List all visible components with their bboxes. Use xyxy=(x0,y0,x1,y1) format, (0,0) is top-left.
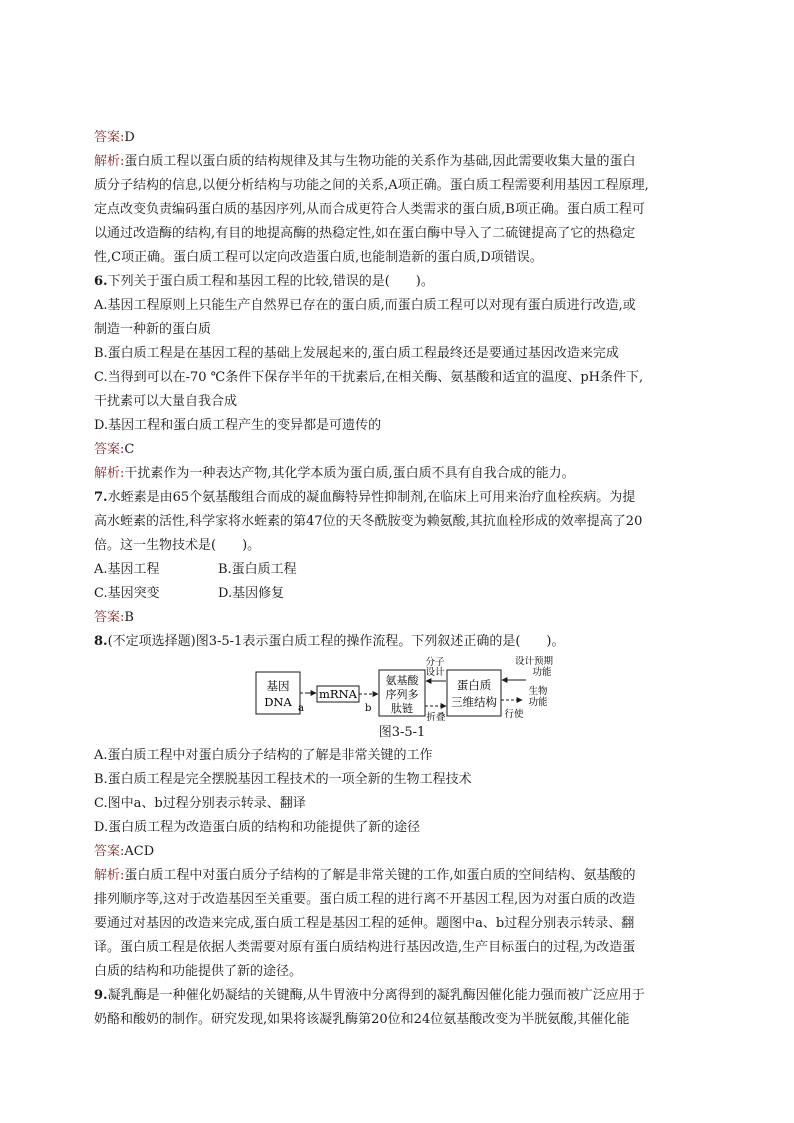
q7-options-row-1 xyxy=(94,558,710,582)
label-design-1: 分子 xyxy=(425,657,445,668)
label-act: 行使 xyxy=(504,709,524,720)
box-aa-text-1: 氨基酸 xyxy=(385,674,419,687)
q8-analysis-line-5: 白质的结构和功能提供了新的途径。 xyxy=(94,964,303,979)
q8-answer: 答案:ACD xyxy=(94,844,155,859)
q8-option-b: B.蛋白质工程是完全摆脱基因工程技术的一项全新的生物工程技术 xyxy=(94,772,472,787)
q5-analysis-line-1: 解析:蛋白质工程以蛋白质的结构规律及其与生物功能的关系作为基础,因此需要收集大量的蛋白 xyxy=(94,154,636,169)
label-expected-1: 设计预期 xyxy=(514,656,554,667)
answer-value: D xyxy=(124,130,135,145)
q9-stem-line-1: 9.凝乳酶是一种催化奶凝结的关键酶,从牛胃液中分离得到的凝乳酶因催化能力强而被广泛应用于 xyxy=(94,988,645,1003)
box-protein-text-2: 三维结构 xyxy=(451,695,497,709)
question-number: 7. xyxy=(94,490,108,505)
label-fold: 折叠 xyxy=(426,712,446,722)
q6-option-c-line-1: C.当得到可以在-70 ℃条件下保存半年的干扰素后,在相关酶、氨基酸和适宜的温度、pH条件下, xyxy=(94,370,644,385)
analysis-label: 解析: xyxy=(94,154,125,169)
q8-analysis-line-2: 排列顺序等,这对于改造基因至关重要。蛋白质工程的进行离不开基因工程,因为对蛋白质的改造 xyxy=(94,892,636,907)
q7-stem-line-3: 倍。这一生物技术是( )。 xyxy=(94,538,261,553)
q8-analysis-line-1: 解析:蛋白质工程中对蛋白质分子结构的了解是非常关键的工作,如蛋白质的空间结构、氨基酸的 xyxy=(94,868,636,883)
q5-answer xyxy=(94,126,710,150)
q8-option-d: D.蛋白质工程为改造蛋白质的结构和功能提供了新的途径 xyxy=(94,820,421,835)
q9-stem-line-2: 奶酪和酸奶的制作。研究发现,如果将该凝乳酶第20位和24位氨基酸改变为半胱氨酸,其催化能 xyxy=(94,1012,630,1027)
q7-stem-line-1: 7.水蛭素是由65个氨基酸组合而成的凝血酶特异性抑制剂,在临床上可用来治疗血栓疾病。为提 xyxy=(94,490,636,505)
q5-analysis-line-2: 质分子结构的信息,以便分析结构与功能之间的关系,A项正确。蛋白质工程需要利用基因工程原理, xyxy=(94,178,649,193)
q8-analysis-line-3: 要通过对基因的改造来完成,蛋白质工程是基因工程的延伸。题图中a、b过程分别表示转录、翻 xyxy=(94,916,635,931)
q7-option-b: B.蛋白质工程 xyxy=(218,562,297,577)
figure-caption: 图3-5-1 xyxy=(378,725,426,740)
box-aa-text-2: 序列多 xyxy=(385,688,419,701)
box-gene-text-2: DNA xyxy=(264,695,292,709)
label-expected-2: 功能 xyxy=(532,667,552,678)
question-number: 8. xyxy=(94,634,108,649)
q7-option-a: A.基因工程 xyxy=(94,562,160,577)
q5-analysis-line-5: 性,C项正确。蛋白质工程可以定向改造蛋白质,也能制造新的蛋白质,D项错误。 xyxy=(94,250,543,265)
q6-stem: 6.下列关于蛋白质工程和基因工程的比较,错误的是( )。 xyxy=(94,274,434,289)
q6-option-a-line-2: 制造一种新的蛋白质 xyxy=(94,322,212,337)
q6-option-b: B.蛋白质工程是在基因工程的基础上发展起来的,蛋白质工程最终还是要通过基因改造来完成 xyxy=(94,346,619,361)
q8-stem: 8.(不定项选择题)图3-5-1表示蛋白质工程的操作流程。下列叙述正确的是( )。 xyxy=(94,634,565,649)
label-a: a xyxy=(298,703,304,714)
label-bio-2: 功能 xyxy=(528,697,548,708)
box-aa-text-3: 肽链 xyxy=(391,702,413,715)
q6-analysis: 解析:干扰素作为一种表达产物,其化学本质为蛋白质,蛋白质不具有自我合成的能力。 xyxy=(94,466,575,481)
label-bio-1: 生物 xyxy=(528,686,548,697)
q5-analysis-line-3: 定点改变负责编码蛋白质的基因序列,从而合成更符合人类需求的蛋白质,B项正确。蛋白质工程可 xyxy=(94,202,645,217)
box-gene-text-1: 基因 xyxy=(266,679,290,693)
box-mrna-text: mRNA xyxy=(319,687,357,701)
q7-answer: 答案:B xyxy=(94,610,134,625)
question-number: 9. xyxy=(94,988,108,1003)
q7-option-c: C.基因突变 xyxy=(94,586,160,601)
q6-option-c-line-2: 干扰素可以大量自我合成 xyxy=(94,394,238,409)
box-protein-text-1: 蛋白质 xyxy=(456,678,492,692)
q6-answer: 答案:C xyxy=(94,442,135,457)
answer-label: 答案: xyxy=(94,130,125,145)
document-page xyxy=(94,126,710,1032)
q6-option-a-line-1: A.基因工程原则上只能生产自然界已存在的蛋白质,而蛋白质工程可以对现有蛋白质进行改造,或 xyxy=(94,298,636,313)
q6-option-d: D.基因工程和蛋白质工程产生的变异都是可遗传的 xyxy=(94,418,382,433)
q8-option-c: C.图中a、b过程分别表示转录、翻译 xyxy=(94,796,306,811)
q7-stem-line-2: 高水蛭素的活性,科学家将水蛭素的第47位的天冬酰胺变为赖氨酸,其抗血栓形成的效率提高了20 xyxy=(94,514,643,529)
label-b: b xyxy=(365,703,372,714)
q5-analysis-line-4: 以通过改造酶的结构,有目的地提高酶的热稳定性,如在蛋白酶中导入了二硫键提高了它的热稳定 xyxy=(94,226,636,241)
q8-analysis-line-4: 译。蛋白质工程是依据人类需要对原有蛋白质结构进行基因改造,生产目标蛋白的过程,为改造蛋 xyxy=(94,940,636,955)
q7-option-d: D.基因修复 xyxy=(218,586,285,601)
flow-diagram xyxy=(94,656,710,722)
question-number: 6. xyxy=(94,274,108,289)
q7-options-row-2 xyxy=(94,582,710,606)
q8-option-a: A.蛋白质工程中对蛋白质分子结构的了解是非常关键的工作 xyxy=(94,748,433,763)
flow-diagram-svg xyxy=(94,656,710,722)
label-design-2: 设计 xyxy=(425,667,445,678)
box-protein-structure xyxy=(447,670,501,716)
